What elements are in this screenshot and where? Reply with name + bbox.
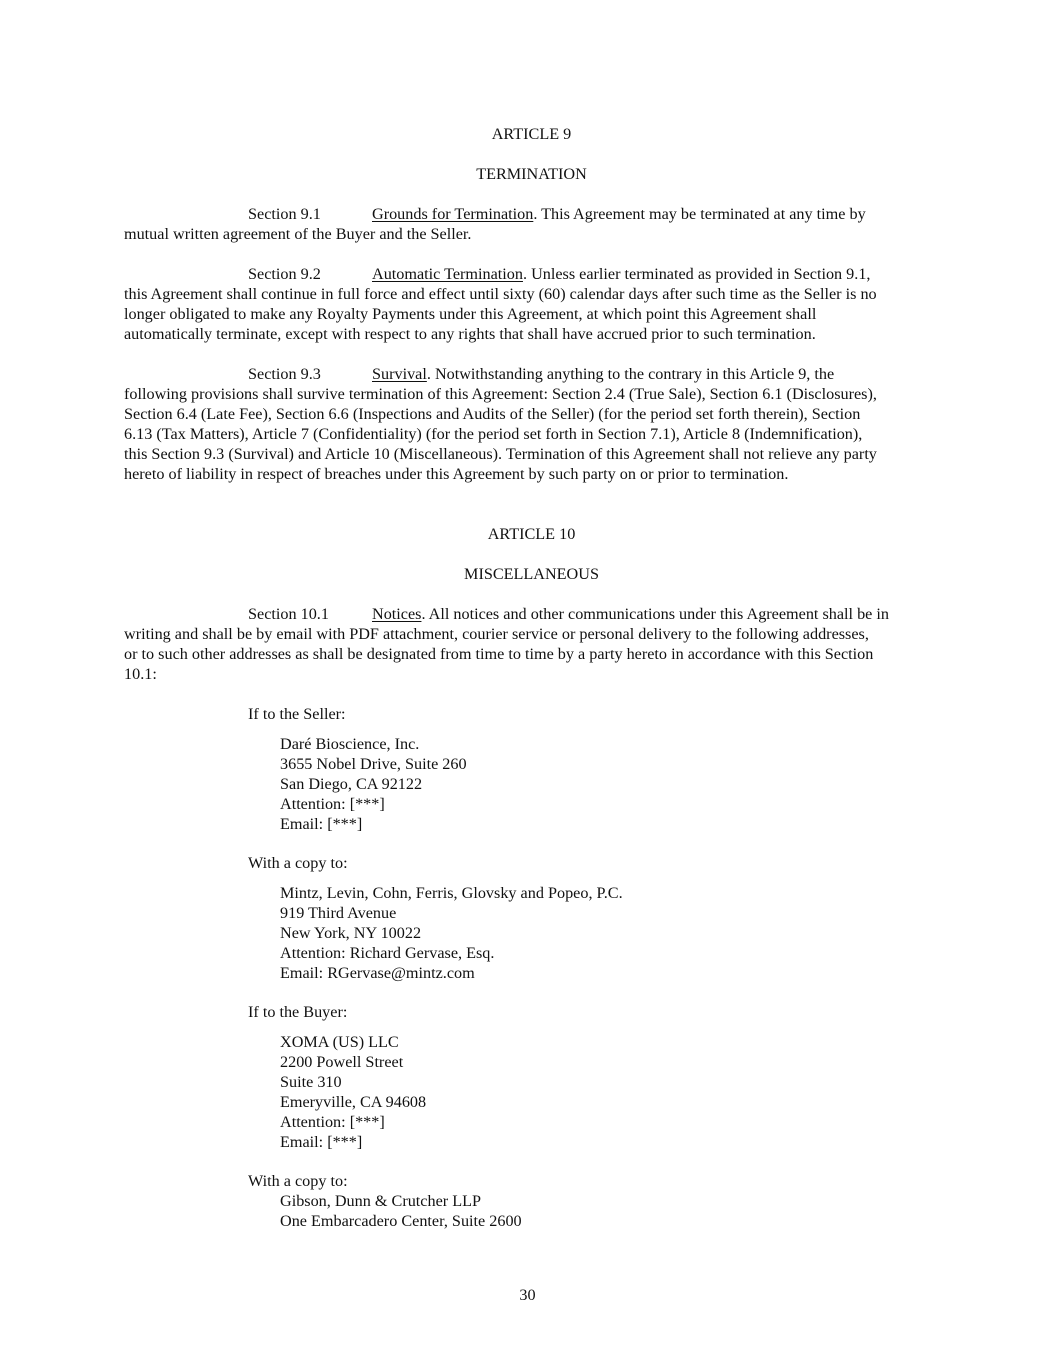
paragraph-line: writing and shall be by email with PDF attachment, courier service or personal delivery to the following addresses, (124, 625, 869, 643)
section-number: Section 9.1 (248, 205, 321, 223)
article-10-title: MISCELLANEOUS (464, 565, 599, 583)
paragraph-line: 6.13 (Tax Matters), Article 7 (Confidentiality) (for the period set forth in Section 7.1), Article 8 (Indemnification), (124, 425, 863, 443)
address-line: Attention: [***] (280, 1113, 385, 1131)
section-text-first-line: Survival. Notwithstanding anything to the contrary in this Article 9, the (372, 365, 835, 383)
section-caption: Notices (372, 605, 422, 623)
address-line: Emeryville, CA 94608 (280, 1093, 427, 1111)
address-line: San Diego, CA 92122 (280, 775, 423, 793)
address-line: 2200 Powell Street (280, 1053, 404, 1071)
section-text-first-line: Automatic Termination. Unless earlier terminated as provided in Section 9.1, (372, 265, 871, 283)
address-line: Gibson, Dunn & Crutcher LLP (280, 1192, 481, 1210)
address-line: Attention: [***] (280, 795, 385, 813)
paragraph-line: following provisions shall survive termination of this Agreement: Section 2.4 (True Sale), Section 6.1 (Disclosures), (124, 385, 877, 403)
paragraph-line: 10.1: (124, 665, 157, 683)
article-10-heading: ARTICLE 10 (487, 525, 576, 543)
section-caption: Survival (372, 365, 427, 383)
section-number: Section 9.3 (248, 365, 321, 383)
address-line: New York, NY 10022 (280, 924, 422, 942)
address-line: 3655 Nobel Drive, Suite 260 (280, 755, 467, 773)
notice-label: With a copy to: (248, 854, 348, 872)
address-line: XOMA (US) LLC (280, 1033, 399, 1051)
section-text-first-line: Notices. All notices and other communications under this Agreement shall be in (372, 605, 889, 623)
address-line: Mintz, Levin, Cohn, Ferris, Glovsky and Popeo, P.C. (280, 884, 623, 902)
paragraph-line: Section 6.4 (Late Fee), Section 6.6 (Inspections and Audits of the Seller) (for the period set forth therein), Section (124, 405, 861, 423)
page-number: 30 (519, 1286, 536, 1304)
article-9-heading: ARTICLE 9 (491, 125, 572, 143)
article-9-title: TERMINATION (476, 165, 587, 183)
paragraph-line: automatically terminate, except with respect to any rights that shall have accrued prior to such termination. (124, 325, 816, 343)
section-number: Section 10.1 (248, 605, 329, 623)
section-text-first-line: Grounds for Termination. This Agreement may be terminated at any time by (372, 205, 866, 223)
notice-label: With a copy to: (248, 1172, 348, 1190)
section-number: Section 9.2 (248, 265, 321, 283)
notice-label: If to the Buyer: (248, 1003, 348, 1021)
address-line: Email: [***] (280, 815, 363, 833)
address-line: Attention: Richard Gervase, Esq. (280, 944, 495, 962)
notice-label: If to the Seller: (248, 705, 346, 723)
paragraph-line: mutual written agreement of the Buyer and the Seller. (124, 225, 472, 243)
paragraph-line: longer obligated to make any Royalty Payments under this Agreement, at which point this Agreement shall (124, 305, 817, 323)
address-line: One Embarcadero Center, Suite 2600 (280, 1212, 522, 1230)
section-caption: Automatic Termination (372, 265, 523, 283)
address-line: Daré Bioscience, Inc. (280, 735, 420, 753)
address-line: Email: RGervase@mintz.com (280, 964, 475, 982)
paragraph-line: or to such other addresses as shall be designated from time to time by a party hereto in accordance with this Section (124, 645, 874, 663)
section-caption: Grounds for Termination (372, 205, 534, 223)
paragraph-line: this Agreement shall continue in full force and effect until sixty (60) calendar days after such time as the Seller is no (124, 285, 877, 303)
address-line: 919 Third Avenue (280, 904, 397, 922)
paragraph-line: this Section 9.3 (Survival) and Article 10 (Miscellaneous). Termination of this Agreement shall not relieve any party (124, 445, 877, 463)
paragraph-line: hereto of liability in respect of breaches under this Agreement by such party on or prior to termination. (124, 465, 789, 483)
address-line: Suite 310 (280, 1073, 342, 1091)
address-line: Email: [***] (280, 1133, 363, 1151)
